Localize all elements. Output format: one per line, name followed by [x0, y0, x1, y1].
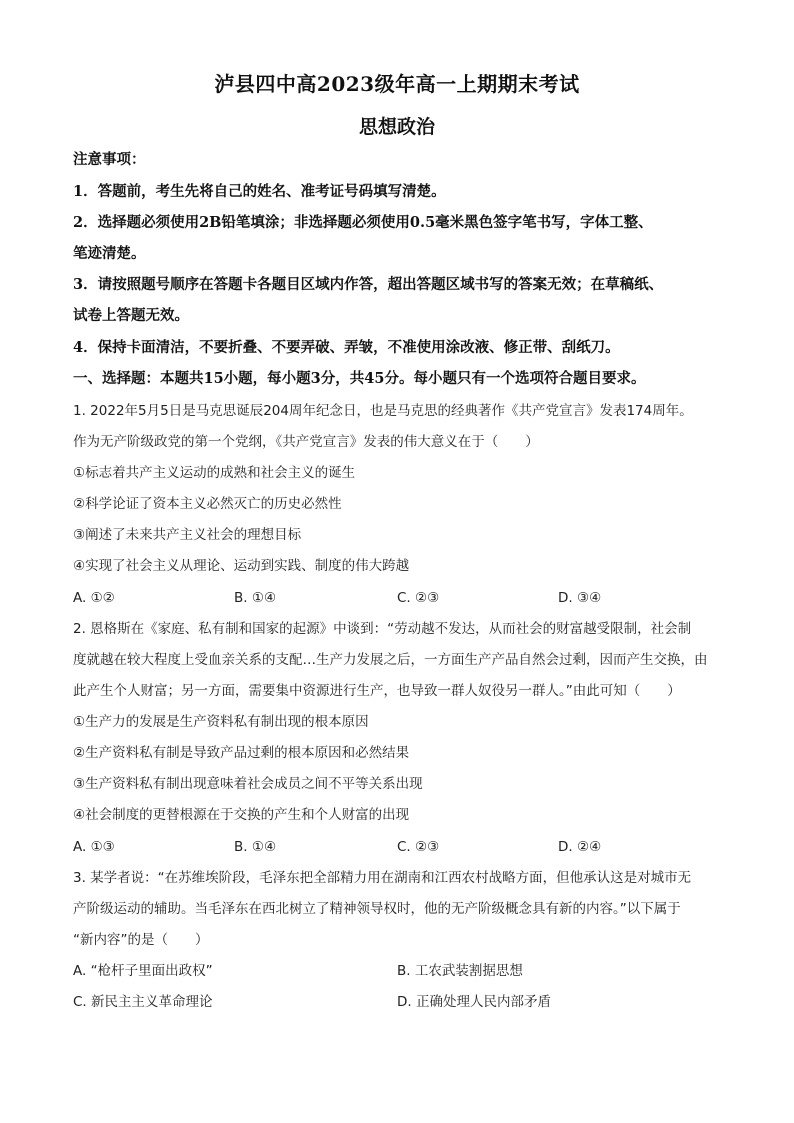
notice-item-3-cont: 试卷上答题无效。 — [73, 307, 189, 324]
q1-option-d: D. ③④ — [558, 590, 602, 606]
q2-option-c: C. ②③ — [397, 839, 440, 855]
q2-option-a: A. ①③ — [73, 839, 115, 855]
notice-item-1: 1．答题前，考生先将自己的姓名、准考证号码填写清楚。 — [73, 183, 446, 200]
notice-heading: 注意事项： — [73, 151, 146, 168]
q2-statement-3: ③生产资料私有制出现意味着社会成员之间不平等关系出现 — [73, 776, 423, 792]
notice-item-4: 4．保持卡面清洁，不要折叠、不要弄破、弄皱，不准使用涂改液、修正带、刮纸刀。 — [73, 339, 620, 356]
q1-option-b: B. ①④ — [234, 590, 277, 606]
notice-item-2: 2．选择题必须使用2B铅笔填涂；非选择题必须使用0.5毫米黑色签字笔书写，字体工整、 — [73, 214, 653, 231]
q2-stem-line: 度就越在较大程度上受血亲关系的支配…生产力发展之后，一方面生产产品自然会过剩，因而产生交换，由 — [73, 652, 708, 668]
q3-stem-line: 产阶级运动的辅助。当毛泽东在西北树立了精神领导权时，他的无产阶级概念具有新的内容。”以下属于 — [73, 901, 681, 917]
q2-option-b: B. ①④ — [234, 839, 277, 855]
q1-option-a: A. ①② — [73, 590, 115, 606]
q2-statement-1: ①生产力的发展是生产资料私有制出现的根本原因 — [73, 714, 369, 730]
q2-statement-2: ②生产资料私有制是导致产品过剩的根本原因和必然结果 — [73, 745, 410, 761]
q1-stem-line: 作为无产阶级政党的第一个党纲，《共产党宣言》发表的伟大意义在于（ ） — [73, 434, 539, 450]
q3-option-b: B. 工农武装割据思想 — [397, 963, 523, 979]
q1-statement-1: ①标志着共产主义运动的成熟和社会主义的诞生 — [73, 465, 356, 481]
q1-stem-line: 1. 2022年5月5日是马克思诞辰204周年纪念日，也是马克思的经典著作《共产党宣言》发表174周年。 — [73, 403, 693, 419]
q1-statement-3: ③阐述了未来共产主义社会的理想目标 — [73, 527, 302, 543]
q2-option-d: D. ②④ — [558, 839, 602, 855]
q3-option-a: A. “枪杆子里面出政权” — [73, 963, 213, 979]
q3-stem-line: “新内容”的是（ ） — [73, 932, 209, 948]
subject-title: 思想政治 — [358, 116, 435, 138]
q1-option-c: C. ②③ — [397, 590, 440, 606]
q3-stem-line: 3. 某学者说：“在苏维埃阶段，毛泽东把全部精力用在湖南和江西农村战略方面，但他承认这是对城市无 — [73, 870, 692, 886]
notice-item-2-cont: 笔迹清楚。 — [73, 245, 146, 262]
q3-option-d: D. 正确处理人民内部矛盾 — [397, 994, 551, 1010]
q3-option-c: C. 新民主主义革命理论 — [73, 994, 213, 1010]
q2-stem-line: 此产生个人财富；另一方面，需要集中资源进行生产，也导致一群人奴役另一群人。”由此可知（ ） — [73, 683, 681, 699]
q1-statement-2: ②科学论证了资本主义必然灭亡的历史必然性 — [73, 496, 342, 512]
q2-statement-4: ④社会制度的更替根源在于交换的产生和个人财富的出现 — [73, 807, 410, 823]
q1-statement-4: ④实现了社会主义从理论、运动到实践、制度的伟大跨越 — [73, 558, 410, 574]
exam-title: 泸县四中高2023级年高一上期期末考试 — [214, 72, 580, 96]
notice-item-3: 3．请按照题号顺序在答题卡各题目区域内作答，超出答题区域书写的答案无效；在草稿纸、 — [73, 276, 664, 293]
section-heading: 一、选择题：本题共15小题，每小题3分，共45分。每小题只有一个选项符合题目要求。 — [73, 370, 646, 387]
q2-stem-line: 2. 恩格斯在《家庭、私有制和国家的起源》中谈到：“劳动越不发达，从而社会的财富越受限制，社会制 — [73, 621, 692, 637]
